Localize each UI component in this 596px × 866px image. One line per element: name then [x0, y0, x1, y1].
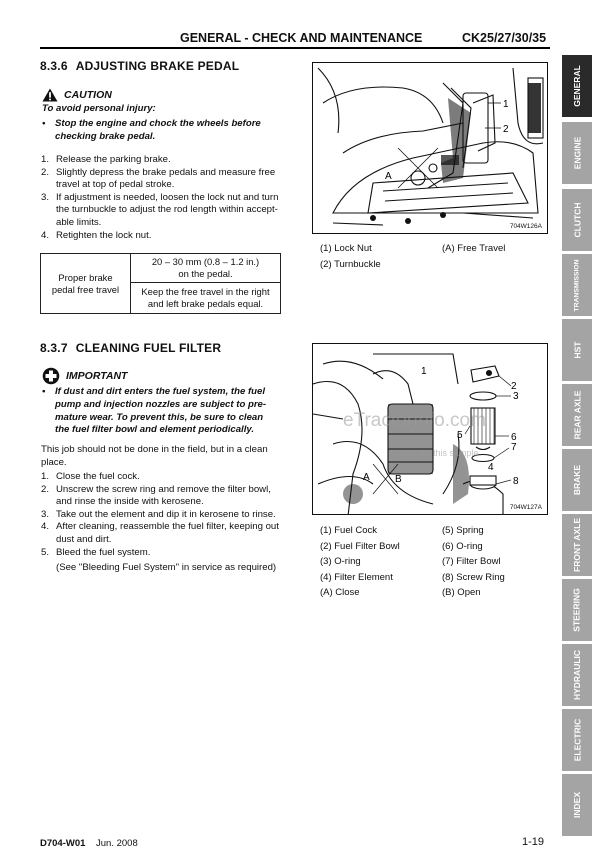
list-item: 1. Close the fuel cock. [41, 471, 140, 482]
header-rule [40, 47, 550, 49]
section-number: 8.3.6 [40, 59, 68, 73]
callout-4: 4 [488, 462, 494, 473]
callout-5: 5 [457, 430, 463, 441]
callout-2: 2 [503, 124, 509, 135]
list-item: 5. Bleed the fuel system. (See "Bleeding Fuel System" in service as required) [41, 546, 277, 574]
tab-rear-axle[interactable]: REAR AXLE [562, 384, 592, 446]
caution-label: CAUTION [64, 89, 112, 101]
tab-front-axle[interactable]: FRONT AXLE [562, 514, 592, 576]
watermark-subtext: only for this sample [401, 448, 479, 458]
figure-code: 704W127A [509, 504, 542, 511]
tab-clutch[interactable]: CLUTCH [562, 189, 592, 251]
warning-triangle-icon [42, 88, 58, 102]
important-bullet: • If dust and dirt enters the fuel system, the fuel pump and injection nozzles are subject to pre- mature wear. To prevent this, be sure to clean the fuel filter bowl and element periodically. [42, 386, 267, 436]
fuel-filter-illustration [313, 344, 548, 515]
caution-bullet-line: checking brake pedal. [55, 130, 156, 142]
fuel-intro: This job should not be done in the field, but in a clean place. [41, 444, 268, 468]
section-title-fuel-filter [40, 341, 221, 355]
callout-6: 6 [511, 432, 517, 443]
list-item: 3. If adjustment is needed, loosen the lock nut and turn the turnbuckle to adjust the rod length within accept- able limits. [41, 191, 279, 228]
tab-hst[interactable]: HST [562, 319, 592, 381]
tab-hydraulic[interactable]: HYDRAULIC [562, 644, 592, 706]
caution-bullet: • Stop the engine and chock the wheels before checking brake pedal. [42, 118, 261, 142]
spec-label-cell: Proper brake pedal free travel [41, 254, 131, 314]
tab-electric[interactable]: ELECTRIC [562, 709, 592, 771]
callout-1: 1 [503, 99, 509, 110]
callout-8: 8 [513, 476, 519, 487]
important-heading [42, 367, 127, 385]
tab-steering[interactable]: STEERING [562, 579, 592, 641]
callout-1: 1 [421, 366, 427, 377]
page-header-model: CK25/27/30/35 [462, 31, 547, 45]
fuel-figure-legend: (1) Fuel Cock (5) Spring (2) Fuel Filter Bowl (6) O-ring (3) O-ring (7) Filter Bowl (4) Filter Element (8) Screw Ring (A) Close (B) Open [320, 525, 505, 599]
tab-engine[interactable]: ENGINE [562, 122, 592, 184]
tab-transmission[interactable]: TRANSMISSION [562, 254, 592, 316]
tab-index[interactable]: INDEX [562, 774, 592, 836]
caution-intro: To avoid personal injury: [42, 103, 156, 114]
brake-spec-table [40, 253, 281, 314]
callout-7: 7 [511, 442, 517, 453]
list-item: 4. After cleaning, reassemble the fuel filter, keeping out dust and dirt. [41, 521, 279, 545]
list-item: 1. Release the parking brake. [41, 154, 171, 165]
footer-doc-code: D704-W01 [40, 838, 86, 849]
fuel-steps-list [41, 471, 291, 575]
list-item: 3. Take out the element and dip it in kerosene to rinse. [41, 508, 276, 520]
page-number: 1-19 [522, 836, 545, 848]
page-header-title: GENERAL - CHECK AND MAINTENANCE [180, 31, 423, 45]
brake-pedal-illustration [313, 63, 548, 234]
important-cross-icon [42, 367, 60, 385]
brake-pedal-figure [312, 62, 548, 234]
list-item: 2. Unscrew the screw ring and remove the filter bowl, and rinse the inside with kerosene. [41, 483, 271, 508]
section-heading: CLEANING FUEL FILTER [75, 341, 222, 355]
section-number: 8.3.7 [40, 341, 68, 355]
tab-general[interactable]: GENERAL [562, 55, 592, 117]
list-item: 2. Slightly depress the brake pedals and measure free travel at top of pedal stroke. [41, 166, 276, 191]
brake-figure-legend: (1) Lock Nut (A) Free Travel (2) Turnbuckle [320, 243, 506, 270]
callout-A: A [363, 472, 370, 483]
caution-heading [42, 88, 112, 102]
spec-note-cell: Keep the free travel in the right and left brake pedals equal. [131, 283, 281, 314]
important-label: IMPORTANT [66, 370, 128, 382]
callout-B: B [395, 474, 402, 485]
brake-steps-list [41, 154, 291, 242]
figure-code: 704W126A [509, 223, 542, 230]
list-item: 4. Retighten the lock nut. [41, 229, 152, 241]
caution-bullet-line: Stop the engine and chock the wheels before [55, 118, 261, 129]
callout-3: 3 [513, 391, 519, 402]
spec-value-cell: 20 – 30 mm (0.8 – 1.2 in.) on the pedal. [131, 254, 281, 283]
callout-2: 2 [511, 381, 517, 392]
tab-brake[interactable]: BRAKE [562, 449, 592, 511]
section-title-brake-pedal [40, 59, 239, 73]
callout-A: A [385, 171, 392, 182]
fuel-filter-figure [312, 343, 548, 515]
watermark-text: eTractorInfo.com [343, 410, 486, 431]
section-heading: ADJUSTING BRAKE PEDAL [75, 59, 240, 73]
footer-date: Jun. 2008 [96, 838, 138, 849]
